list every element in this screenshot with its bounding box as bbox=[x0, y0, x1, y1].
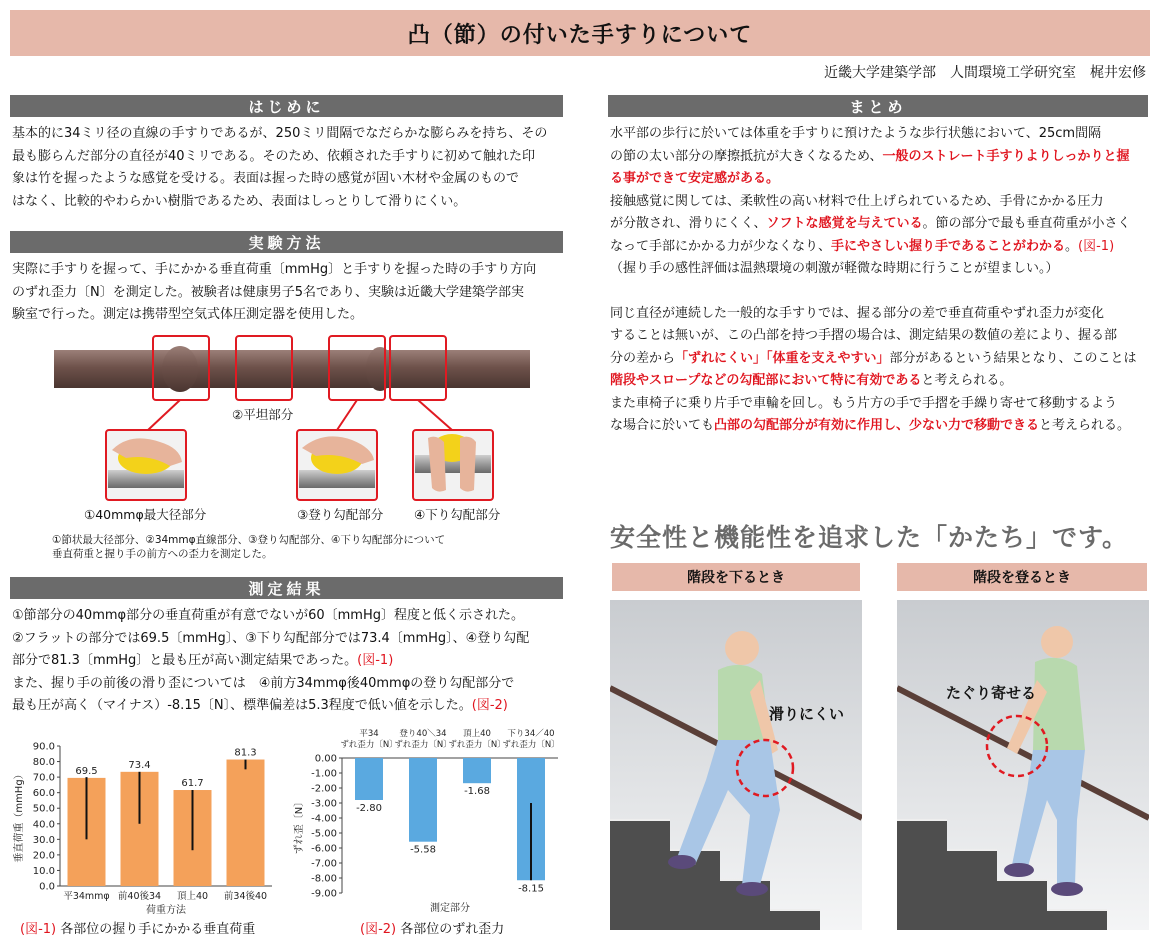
x-tick-label: 平34mmφ bbox=[63, 891, 110, 902]
results-line bbox=[12, 695, 572, 718]
summary-highlight: 手にやさしい握り手であることがわかる bbox=[831, 238, 1066, 254]
x-axis-title: 荷重方法 bbox=[146, 905, 186, 916]
summary-line bbox=[610, 146, 1155, 169]
page-title: 凸（節）の付いた手すりについて bbox=[10, 10, 1150, 56]
data-label: -5.58 bbox=[410, 844, 436, 856]
photo-down bbox=[413, 430, 493, 500]
summary-span: と考えられる。 bbox=[921, 373, 1013, 388]
y-tick-label: 0.0 bbox=[39, 881, 55, 893]
y-tick-label: -4.00 bbox=[311, 813, 337, 825]
data-label: 81.3 bbox=[234, 747, 257, 759]
y-tick-label: 10.0 bbox=[32, 865, 55, 877]
summary-line bbox=[610, 236, 1155, 259]
x-tick-label: 下り34／40 bbox=[507, 729, 555, 739]
stairs-up-illustration bbox=[897, 600, 1149, 930]
section-heading-method: 実験方法 bbox=[10, 231, 563, 253]
y-tick-label: 90.0 bbox=[32, 741, 55, 753]
y-tick-label: -8.00 bbox=[311, 873, 337, 885]
x-tick-label: 頂上40 bbox=[176, 891, 209, 902]
summary-line: 同じ直径が連続した一般的な手すりでは、握る部分の差で垂直荷重やずれ歪力が変化 bbox=[610, 305, 1105, 321]
summary-highlight: 階段やスロープなどの勾配部において特に有効である bbox=[610, 373, 922, 388]
y-tick-label: 40.0 bbox=[32, 819, 55, 831]
summary-span: 。節の部分で最も垂直荷重が小さく bbox=[922, 216, 1131, 231]
data-label: -2.80 bbox=[356, 803, 382, 814]
summary-highlight: ソフトな感覚を与えている bbox=[766, 216, 923, 231]
summary-line: また車椅子に乗り片手で車輪を回し。もう片方の手で手摺を手繰り寄せて移動するよう bbox=[610, 395, 1118, 411]
summary-span: 。 bbox=[1065, 238, 1079, 254]
summary-span: な場合に於いても bbox=[610, 418, 715, 433]
y-tick-label: 60.0 bbox=[32, 788, 55, 800]
bar bbox=[463, 758, 491, 783]
figure2-caption-text: 各部位のずれ歪力 bbox=[400, 922, 505, 937]
summary-span: が分散され、滑りにくく、 bbox=[610, 216, 767, 231]
method-note bbox=[52, 533, 552, 561]
section-heading-intro: はじめに bbox=[10, 95, 563, 117]
results-text-span: 最も圧が高く（マイナス）-8.15〔N〕、標準偏差は5.3程度で低い値を示した。 bbox=[12, 698, 472, 713]
photo-max bbox=[106, 430, 186, 500]
summary-span: と考えられる。 bbox=[1039, 418, 1131, 433]
x-tick-label: 平34 bbox=[359, 729, 379, 739]
intro-text bbox=[12, 123, 568, 213]
bar bbox=[355, 758, 383, 800]
summary-highlight: 一般のストレート手すりよりしっかりと握 bbox=[882, 148, 1130, 164]
results-line: ②フラットの部分では69.5〔mmHg〕、③下り勾配部分では73.4〔mmHg〕、④登り勾配 bbox=[12, 630, 530, 646]
y-tick-label: 20.0 bbox=[32, 850, 55, 862]
summary-span: 分の差から bbox=[610, 350, 676, 366]
x-tick-label: ずれ歪力〔N〕 bbox=[448, 740, 506, 750]
method-text bbox=[12, 259, 568, 327]
label-up: ③登り勾配部分 bbox=[297, 507, 384, 522]
results-text-span: 部分で81.3〔mmHg〕と最も圧が高い測定結果であった。 bbox=[12, 653, 358, 668]
y-tick-label: -7.00 bbox=[311, 858, 337, 870]
bubble-pull: たぐり寄せる bbox=[946, 684, 1037, 702]
summary-text bbox=[610, 123, 1155, 438]
summary-line: することは無いが、この凸部を持つ手摺の場合は、測定結果の数値の差により、握る部 bbox=[610, 328, 1118, 343]
y-tick-label: -3.00 bbox=[311, 798, 337, 810]
figure1-caption-text: 各部位の握り手にかかる垂直荷重 bbox=[60, 922, 256, 937]
y-tick-label: -2.00 bbox=[311, 783, 337, 795]
data-label: 61.7 bbox=[181, 778, 204, 790]
y-tick-label: 30.0 bbox=[32, 834, 55, 846]
label-max: ①40mmφ最大径部分 bbox=[84, 507, 207, 522]
summary-line bbox=[610, 415, 1155, 438]
slogan: 安全性と機能性を追求した「かたち」です。 bbox=[610, 523, 1129, 552]
x-axis-title: 測定部分 bbox=[430, 903, 470, 914]
x-tick-label: ずれ歪力〔N〕 bbox=[340, 740, 398, 750]
x-tick-label: ずれ歪力〔N〕 bbox=[502, 740, 560, 750]
results-line: また、握り手の前後の滑り歪については ④前方34mmφ後40mmφの登り勾配部分で bbox=[12, 675, 515, 691]
section-heading-summary: まとめ bbox=[608, 95, 1148, 117]
figure1-caption bbox=[20, 918, 255, 937]
intro-line: 基本的に34ミリ径の直線の手すりであるが、250ミリ間隔でなだらかな膨らみを持ち、その bbox=[12, 126, 548, 141]
x-tick-label: 前40後34 bbox=[117, 891, 162, 902]
x-tick-label: 登り40＼34 bbox=[399, 729, 447, 739]
intro-line: はなく、比較的やわらかい樹脂であるため、表面はしっとりして滑りにくい。 bbox=[12, 193, 467, 209]
intro-line: 最も膨らんだ部分の直径が40ミリである。そのため、依頼された手すりに初めて触れた印 bbox=[12, 148, 536, 164]
fig1-reference: (図-1) bbox=[1078, 238, 1115, 254]
summary-highlight: る事ができて安定感がある。 bbox=[610, 171, 780, 186]
y-tick-label: -9.00 bbox=[311, 888, 337, 900]
stairs-down-illustration bbox=[610, 600, 862, 930]
figure2-caption-number: (図-2) bbox=[360, 922, 397, 937]
summary-span: の節の太い部分の摩擦抵抗が大きくなるため、 bbox=[610, 148, 883, 164]
panel-header-up: 階段を登るとき bbox=[897, 563, 1147, 591]
y-tick-label: 50.0 bbox=[32, 803, 55, 815]
summary-span: 部分があるという結果となり、このことは bbox=[889, 350, 1137, 366]
figure2-caption bbox=[360, 918, 504, 937]
panel-header-down: 階段を下るとき bbox=[612, 563, 860, 591]
summary-highlight: 「ずれにくい」「体重を支えやすい」 bbox=[675, 350, 890, 366]
data-label: -1.68 bbox=[464, 786, 490, 798]
summary-line bbox=[610, 348, 1155, 371]
x-tick-label: ずれ歪力〔N〕 bbox=[394, 740, 452, 750]
y-tick-label: 0.00 bbox=[314, 753, 337, 765]
method-note-line: 垂直荷重と握り手の前方への歪力を測定した。 bbox=[52, 548, 273, 560]
summary-line: 接触感覚に関しては、柔軟性の高い材料で仕上げられているため、手骨にかかる圧力 bbox=[610, 193, 1104, 209]
y-tick-label: 80.0 bbox=[32, 757, 55, 769]
fig2-reference: (図-2) bbox=[471, 698, 508, 713]
summary-line bbox=[610, 168, 1155, 191]
data-label: -8.15 bbox=[518, 883, 544, 895]
y-axis-title: ずれ歪〔N〕 bbox=[294, 796, 305, 855]
handrail-knob bbox=[162, 346, 198, 392]
summary-line: （握り手の感性評価は温熱環境の刺激が軽微な時期に行うことが望ましい。） bbox=[610, 261, 1059, 276]
results-line bbox=[12, 650, 572, 673]
data-label: 69.5 bbox=[75, 765, 98, 777]
summary-line bbox=[610, 370, 1155, 393]
author-line: 近畿大学建築学部 人間環境工学研究室 梶井宏修 bbox=[824, 65, 1146, 81]
figure1-caption-number: (図-1) bbox=[20, 922, 57, 937]
x-tick-label: 前34後40 bbox=[223, 891, 268, 902]
spacer bbox=[610, 281, 1155, 303]
bar bbox=[227, 760, 265, 886]
figure2-chart bbox=[290, 728, 570, 918]
section-heading-results: 測定結果 bbox=[10, 577, 563, 599]
data-label: 73.4 bbox=[128, 759, 151, 771]
method-note-line: ①節状最大径部分、②34mmφ直線部分、③登り勾配部分、④下り勾配部分について bbox=[52, 534, 446, 546]
results-line: ①節部分の40mmφ部分の垂直荷重が有意でないが60〔mmHg〕程度と低く示された。 bbox=[12, 608, 524, 623]
results-text bbox=[12, 605, 572, 718]
method-line: 験室で行った。測定は携帯型空気式体圧測定器を使用した。 bbox=[12, 307, 364, 322]
y-tick-label: -5.00 bbox=[311, 828, 337, 840]
y-tick-label: -1.00 bbox=[311, 768, 337, 780]
method-line: 実際に手すりを握って、手にかかる垂直荷重〔mmHg〕と手すりを握った時の手すり方向 bbox=[12, 262, 537, 277]
photo-up bbox=[297, 430, 377, 500]
bubble-slip: 滑りにくい bbox=[769, 705, 845, 723]
summary-highlight: 凸部の勾配部分が有効に作用し、少ない力で移動できる bbox=[714, 418, 1040, 433]
bar bbox=[409, 758, 437, 842]
label-down: ④下り勾配部分 bbox=[414, 507, 501, 522]
y-tick-label: -6.00 bbox=[311, 843, 337, 855]
fig1-reference: (図-1) bbox=[357, 653, 394, 668]
x-tick-label: 頂上40 bbox=[463, 729, 491, 739]
y-tick-label: 70.0 bbox=[32, 772, 55, 784]
method-line: のずれ歪力〔N〕を測定した。被験者は健康男子5名であり、実験は近畿大学建築学部実 bbox=[12, 284, 524, 300]
label-flat: ②平坦部分 bbox=[232, 407, 294, 422]
intro-line: 象は竹を握ったような感覚を受ける。表面は握った時の感覚が固い木材や金属のもので bbox=[12, 171, 520, 186]
summary-line bbox=[610, 213, 1155, 236]
summary-line: 水平部の歩行に於いては体重を手すりに預けたような歩行状態において、25cm間隔 bbox=[610, 126, 1102, 141]
handrail-illustration bbox=[40, 330, 540, 530]
summary-span: なって手部にかかる力が少なくなり、 bbox=[610, 238, 832, 254]
figure1-chart bbox=[8, 738, 290, 918]
y-axis-title: 垂直荷重（mmHg） bbox=[14, 769, 25, 863]
